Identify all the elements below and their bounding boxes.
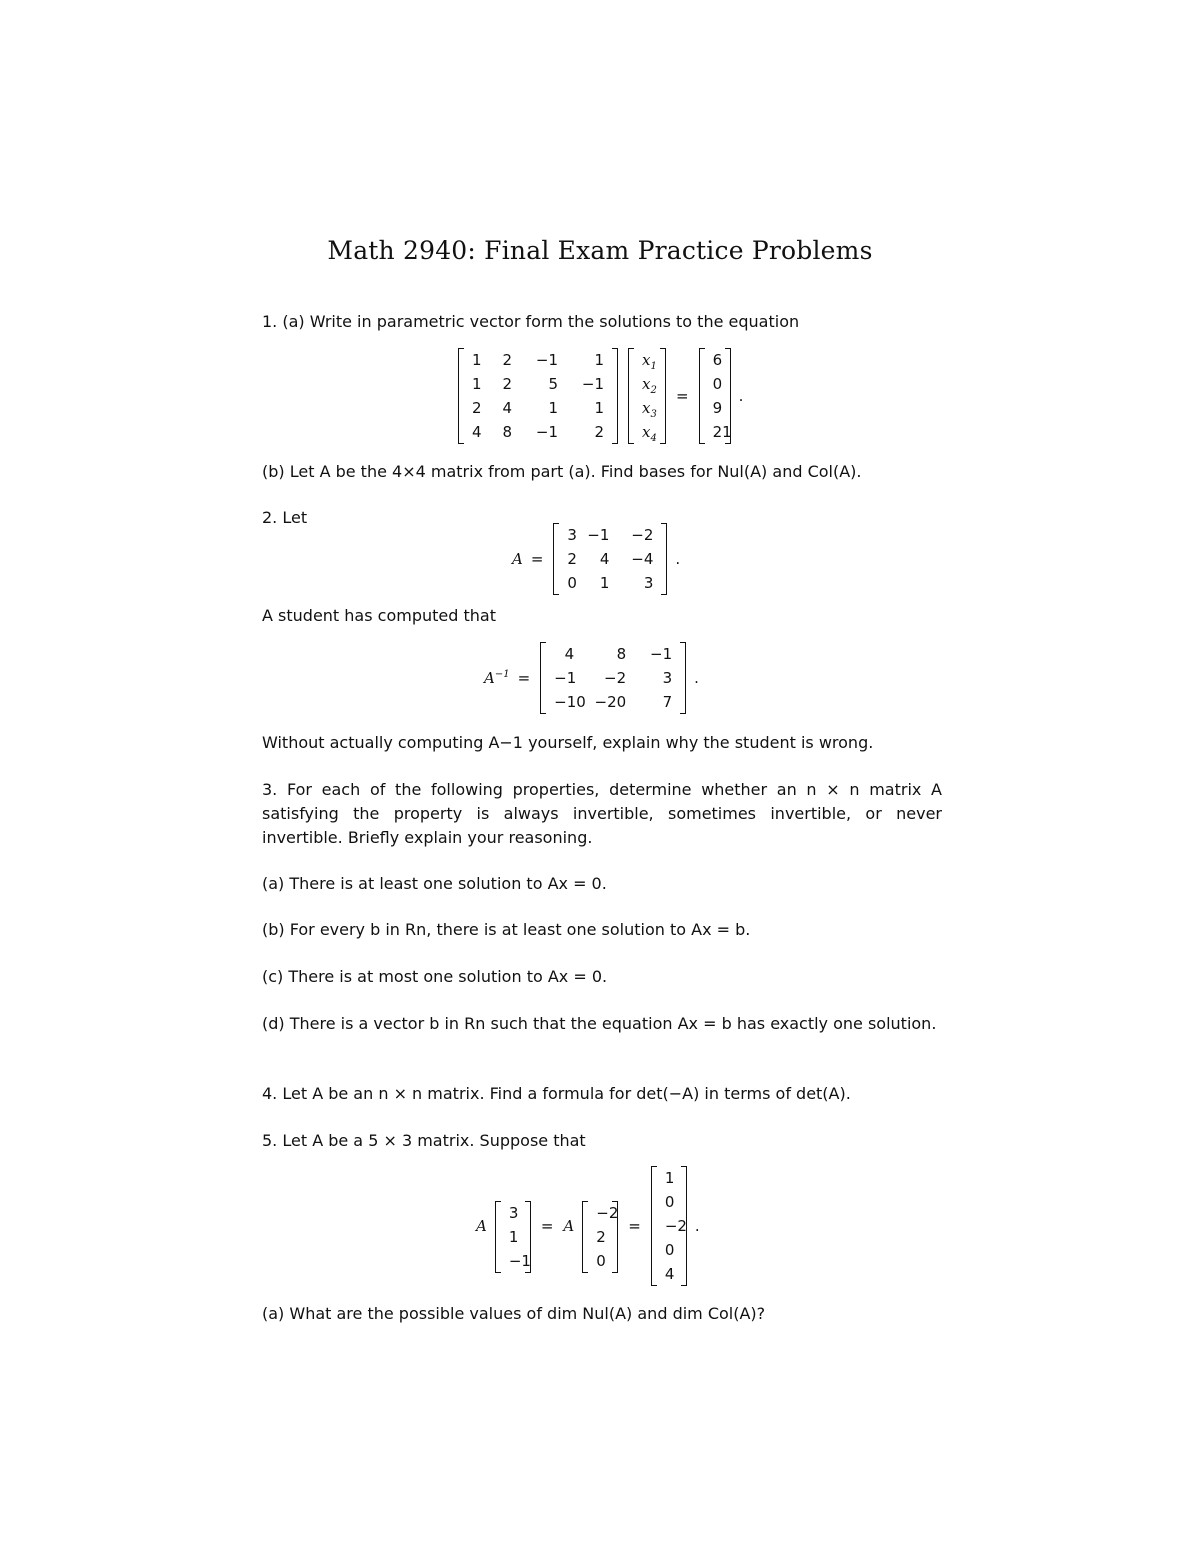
matrix-Ainv <box>540 642 686 714</box>
matrix-entry: 4 <box>599 550 610 568</box>
matrix-entry: −1 <box>508 1252 531 1270</box>
matrix-entry: 2 <box>596 1228 606 1246</box>
matrix-entry: 0 <box>664 1193 675 1211</box>
matrix-entry: −1 <box>535 351 558 369</box>
matrix-entry: 4 <box>664 1265 675 1283</box>
matrix-entry: 1 <box>664 1169 675 1187</box>
matrix-A-label: A <box>512 550 523 568</box>
matrix-entry: −1 <box>650 645 673 663</box>
matrix-entry: −10 <box>554 693 586 711</box>
problem-3b: (b) For every b in Rn, there is at least one solution to Ax = b. <box>262 920 751 939</box>
matrix-entry: $x_2$ <box>642 375 657 396</box>
matrix-entry: −1 <box>587 526 610 544</box>
result-vector <box>651 1166 687 1286</box>
problem-1a-text: 1. (a) Write in parametric vector form the solutions to the equation <box>262 312 800 331</box>
problem-5-intro: 5. Let A be a 5 × 3 matrix. Suppose that <box>262 1131 586 1150</box>
problem-5a: (a) What are the possible values of dim Nul(A) and dim Col(A)? <box>262 1304 766 1323</box>
matrix-entry: −4 <box>631 550 654 568</box>
matrix-entry: −2 <box>596 1204 619 1222</box>
matrix-entry: 1 <box>472 351 482 369</box>
matrix-entry: 3 <box>662 669 673 687</box>
matrix-entry: −1 <box>554 669 577 687</box>
matrix-entry: 3 <box>567 526 577 544</box>
matrix-entry: 9 <box>712 399 723 417</box>
period: . <box>738 387 744 405</box>
matrix-entry: −2 <box>604 669 627 687</box>
problem-2-intro: 2. Let <box>262 508 308 527</box>
matrix-entry: 0 <box>596 1252 606 1270</box>
problem-5-equation: A 3 1 −1 = A −2 2 0 = 1 0 −2 0 4 . <box>476 1166 700 1286</box>
matrix-entry: 4 <box>472 423 482 441</box>
matrix-entry: 2 <box>502 351 512 369</box>
problem-3c: (c) There is at most one solution to Ax = 0. <box>262 967 608 986</box>
matrix-entry: −1 <box>581 375 604 393</box>
matrix-entry: 0 <box>664 1241 675 1259</box>
vector-1 <box>495 1201 531 1273</box>
problem-1-equation <box>458 348 743 444</box>
matrix-entry: 8 <box>616 645 627 663</box>
matrix-entry: 1 <box>548 399 558 417</box>
matrix-entry: 7 <box>662 693 673 711</box>
matrix-entry: 2 <box>567 550 577 568</box>
matrix-entry: 3 <box>508 1204 519 1222</box>
problem-2-question: Without actually computing A−1 yourself, explain why the student is wrong. <box>262 733 874 752</box>
rhs-vector <box>699 348 731 444</box>
problem-1b-text: (b) Let A be the 4×4 matrix from part (a). Find bases for Nul(A) and Col(A). <box>262 462 862 481</box>
matrix-entry: 2 <box>502 375 512 393</box>
matrix-entry: 1 <box>599 574 610 592</box>
matrix-entry: 2 <box>594 423 604 441</box>
matrix-entry: $x_1$ <box>642 351 657 372</box>
matrix-entry: −20 <box>594 693 627 711</box>
matrix-entry: 1 <box>594 399 604 417</box>
vector-2 <box>582 1201 618 1273</box>
problem-2-student-text: A student has computed that <box>262 606 496 625</box>
matrix-A <box>553 523 667 595</box>
problem-3-intro: 3. For each of the following properties, determine whether an n × n matrix A satisfying the property is always invertible, sometimes invertible, or never invertible. Briefly explain your reasoning. <box>262 780 942 847</box>
matrix-Ainv-label: $A^{-1}$ <box>484 669 510 687</box>
matrix-entry: 2 <box>472 399 482 417</box>
matrix-entry: 1 <box>594 351 604 369</box>
problem-2-matrix-A: A = 3 −1 −2 2 4 −4 0 1 3 . <box>512 523 680 595</box>
matrix-entry: 5 <box>548 375 558 393</box>
matrix-entry: $x_4$ <box>642 423 657 444</box>
matrix-entry: 4 <box>502 399 512 417</box>
matrix-entry: −1 <box>535 423 558 441</box>
matrix-entry: 1 <box>508 1228 519 1246</box>
matrix-entry: 1 <box>472 375 482 393</box>
problem-3d: (d) There is a vector b in Rn such that the equation Ax = b has exactly one solution. <box>262 1014 937 1033</box>
matrix-entry: $x_3$ <box>642 399 657 420</box>
matrix-entry: 6 <box>712 351 723 369</box>
matrix-entry: 4 <box>564 645 575 663</box>
problem-4-text: 4. Let A be an n × n matrix. Find a formula for det(−A) in terms of det(A). <box>262 1084 851 1103</box>
equals-sign: = <box>676 387 689 405</box>
variable-vector <box>628 348 666 444</box>
matrix-entry: 0 <box>712 375 723 393</box>
page-title: Math 2940: Final Exam Practice Problems <box>327 236 873 265</box>
problem-3a: (a) There is at least one solution to Ax = 0. <box>262 874 607 893</box>
matrix-entry: 0 <box>567 574 577 592</box>
matrix-entry: −2 <box>664 1217 687 1235</box>
problem-2-matrix-Ainv: $A^{-1}$ = 4 8 −1 −1 −2 3 −10 −20 7 . <box>484 642 699 714</box>
matrix-entry: 3 <box>643 574 654 592</box>
matrix-entry: 8 <box>502 423 512 441</box>
coefficient-matrix <box>458 348 618 444</box>
matrix-entry: −2 <box>631 526 654 544</box>
matrix-entry: 21 <box>712 423 732 441</box>
